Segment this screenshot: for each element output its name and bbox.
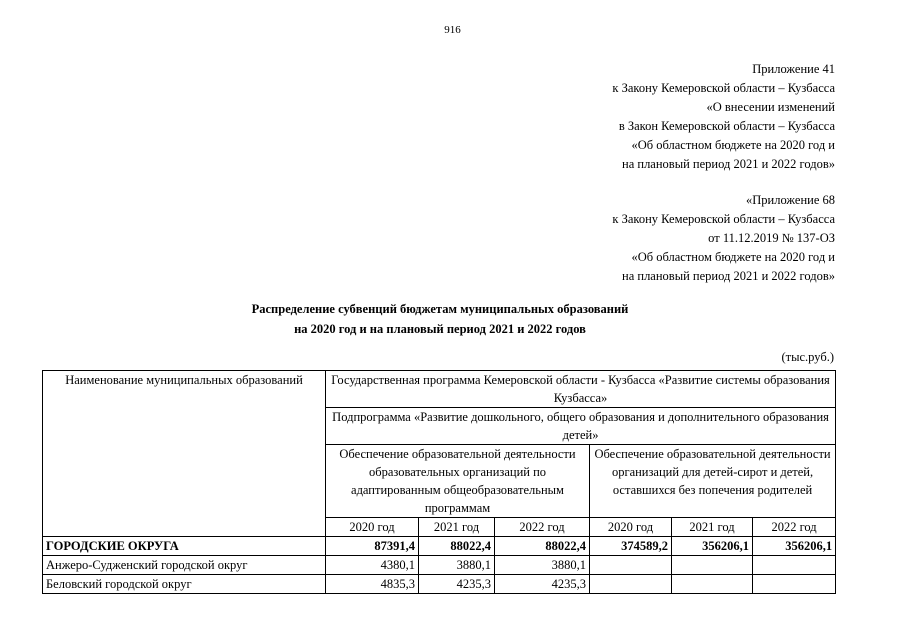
cell-value: 4235,3 <box>495 575 590 594</box>
cell-value <box>753 556 836 575</box>
row-name: ГОРОДСКИЕ ОКРУГА <box>43 537 326 556</box>
appendix-line: Приложение 41 <box>752 62 835 76</box>
table-row-city-districts <box>43 537 836 556</box>
cell-value: 4235,3 <box>419 575 495 594</box>
appendix-line: «Приложение 68 <box>746 193 835 207</box>
appendix-line: в Закон Кемеровской области – Кузбасса <box>618 119 835 133</box>
table-row <box>43 556 836 575</box>
cell-value: 374589,2 <box>590 537 672 556</box>
cell-value: 88022,4 <box>495 537 590 556</box>
cell-value: 4835,3 <box>326 575 419 594</box>
document-title <box>40 299 840 339</box>
cell-value: 356206,1 <box>753 537 836 556</box>
cell-value <box>753 575 836 594</box>
appendix-line: «Об областном бюджете на 2020 год и <box>631 250 835 264</box>
cell-value: 356206,1 <box>672 537 753 556</box>
title-line-1: Распределение субвенций бюджетам муниципальных образований <box>251 302 629 316</box>
row-name: Беловский городской округ <box>43 575 326 594</box>
year-header: 2021 год <box>419 518 495 537</box>
year-header: 2021 год <box>672 518 753 537</box>
year-header: 2022 год <box>495 518 590 537</box>
cell-value: 87391,4 <box>326 537 419 556</box>
appendix-line: на плановый период 2021 и 2022 годов» <box>622 269 835 283</box>
title-line-2: на 2020 год и на плановый период 2021 и 2022 годов <box>294 322 586 336</box>
cell-value: 4380,1 <box>326 556 419 575</box>
page-number: 916 <box>444 24 461 36</box>
subprogram-header: Подпрограмма «Развитие дошкольного, общего образования и дополнительного образования детей» <box>326 408 836 445</box>
appendix-line: «О внесении изменений <box>706 100 835 114</box>
cell-value <box>590 575 672 594</box>
cell-value <box>672 575 753 594</box>
row-name: Анжеро-Судженский городской округ <box>43 556 326 575</box>
appendix-line: «Об областном бюджете на 2020 год и <box>631 138 835 152</box>
group-orphans-header: Обеспечение образовательной деятельности организаций для детей-сирот и детей, оставшихся без попечения родителей <box>590 445 836 518</box>
cell-value <box>672 556 753 575</box>
group-adapted-programs-header: Обеспечение образовательной деятельности образовательных организаций по адаптированным общеобразовательным программам <box>326 445 590 518</box>
cell-value <box>590 556 672 575</box>
appendix-line: к Закону Кемеровской области – Кузбасса <box>612 81 835 95</box>
appendix-line: к Закону Кемеровской области – Кузбасса <box>612 212 835 226</box>
cell-value: 3880,1 <box>419 556 495 575</box>
appendix-current-header <box>415 60 835 174</box>
appendix-line: от 11.12.2019 № 137-ОЗ <box>708 231 835 245</box>
subsidy-table <box>42 370 836 594</box>
year-header: 2020 год <box>326 518 419 537</box>
year-header: 2020 год <box>590 518 672 537</box>
name-column-header: Наименование муниципальных образований <box>43 371 326 537</box>
cell-value: 3880,1 <box>495 556 590 575</box>
year-header: 2022 год <box>753 518 836 537</box>
appendix-line: на плановый период 2021 и 2022 годов» <box>622 157 835 171</box>
units-label: (тыс.руб.) <box>781 350 834 364</box>
table-row <box>43 575 836 594</box>
cell-value: 88022,4 <box>419 537 495 556</box>
appendix-original-header <box>415 191 835 286</box>
header-row-program <box>43 371 836 408</box>
program-header: Государственная программа Кемеровской области - Кузбасса «Развитие системы образования Кузбасса» <box>326 371 836 408</box>
